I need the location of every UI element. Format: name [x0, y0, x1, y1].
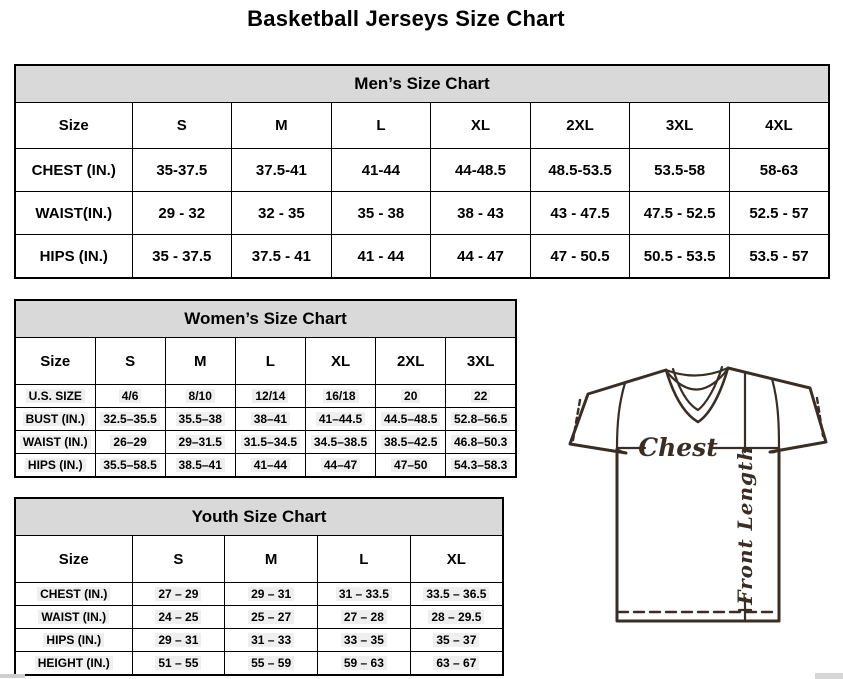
size-value-cell	[95, 385, 165, 408]
size-value-cell: 44-48.5	[431, 149, 531, 192]
column-header: M	[225, 536, 318, 583]
cell-value: 44–47	[321, 458, 360, 472]
size-value-cell: 35 - 37.5	[132, 235, 232, 279]
size-value-cell: 35-37.5	[132, 149, 232, 192]
size-value-cell	[410, 606, 503, 629]
row-label	[15, 454, 95, 478]
size-value-cell	[225, 629, 318, 652]
table-row	[15, 454, 516, 478]
size-value-cell	[95, 431, 165, 454]
page-title: Basketball Jerseys Size Chart	[247, 6, 565, 31]
section-title: Youth Size Chart	[15, 498, 503, 536]
cell-value: 8/10	[186, 389, 215, 403]
column-header: Size	[15, 536, 132, 583]
size-value-cell: 44 - 47	[431, 235, 531, 279]
cell-value: 47–50	[391, 458, 430, 472]
size-value-cell	[410, 629, 503, 652]
table-row	[15, 149, 829, 192]
size-value-cell	[165, 431, 235, 454]
size-value-cell	[318, 629, 411, 652]
cell-value: 29 – 31	[248, 587, 294, 601]
mens-size-chart-table	[14, 64, 830, 279]
row-label	[15, 408, 95, 431]
jersey-left-armhole-seam	[617, 383, 625, 448]
column-header: Size	[15, 103, 132, 149]
column-header: S	[95, 338, 165, 385]
row-label	[15, 606, 132, 629]
size-value-cell	[446, 454, 516, 478]
cell-value: CHEST (IN.)	[37, 587, 110, 601]
size-value-cell	[225, 606, 318, 629]
row-label	[15, 652, 132, 676]
size-value-cell	[235, 431, 305, 454]
table-row	[15, 583, 503, 606]
table-row	[15, 431, 516, 454]
cell-value: 33.5 – 36.5	[423, 587, 489, 601]
row-label: WAIST(IN.)	[15, 192, 132, 235]
cell-value: 41–44.5	[316, 412, 365, 426]
jersey-right-armhole-seam	[772, 379, 779, 448]
size-value-cell	[165, 454, 235, 478]
size-value-cell	[165, 408, 235, 431]
cell-value: 51 – 55	[155, 656, 201, 670]
size-value-cell: 43 - 47.5	[530, 192, 630, 235]
table-row	[15, 652, 503, 676]
size-value-cell	[376, 431, 446, 454]
cell-value: 34.5–38.5	[311, 435, 370, 449]
table-row	[15, 192, 829, 235]
row-label	[15, 385, 95, 408]
column-header: XL	[305, 338, 375, 385]
cell-value: 22	[471, 389, 490, 403]
cell-value: 35 – 37	[433, 633, 479, 647]
cell-value: 27 – 29	[155, 587, 201, 601]
cell-value: 31 – 33.5	[336, 587, 392, 601]
jersey-outline	[570, 368, 826, 621]
size-value-cell: 32 - 35	[232, 192, 332, 235]
cell-value: HIPS (IN.)	[25, 458, 86, 472]
size-value-cell	[318, 652, 411, 676]
cell-value: 38.5–41	[176, 458, 225, 472]
column-header: L	[235, 338, 305, 385]
size-value-cell: 53.5-58	[630, 149, 730, 192]
size-value-cell	[132, 583, 225, 606]
size-value-cell	[132, 629, 225, 652]
cell-value: 24 – 25	[155, 610, 201, 624]
size-value-cell: 41 - 44	[331, 235, 431, 279]
size-value-cell: 50.5 - 53.5	[630, 235, 730, 279]
page-edge-artifact-left	[0, 674, 25, 678]
size-value-cell	[225, 652, 318, 676]
column-header: XL	[410, 536, 503, 583]
size-value-cell	[410, 652, 503, 676]
cell-value: 35.5–38	[176, 412, 225, 426]
size-value-cell: 41-44	[331, 149, 431, 192]
cell-value: 4/6	[119, 389, 142, 403]
size-value-cell	[305, 431, 375, 454]
cell-value: U.S. SIZE	[26, 389, 85, 403]
cell-value: 28 – 29.5	[428, 610, 484, 624]
size-value-cell: 37.5 - 41	[232, 235, 332, 279]
size-value-cell: 53.5 - 57	[729, 235, 829, 279]
cell-value: 44.5–48.5	[381, 412, 440, 426]
cell-value: 41–44	[251, 458, 290, 472]
cell-value: WAIST (IN.)	[20, 435, 91, 449]
size-value-cell	[376, 385, 446, 408]
row-label	[15, 629, 132, 652]
cell-value: 12/14	[252, 389, 288, 403]
cell-value: 29 – 31	[155, 633, 201, 647]
cell-value: 63 – 67	[433, 656, 479, 670]
size-value-cell	[95, 454, 165, 478]
cell-value: 25 – 27	[248, 610, 294, 624]
front-length-label: Front Length	[733, 445, 757, 605]
cell-value: 54.3–58.3	[451, 458, 510, 472]
cell-value: 29–31.5	[176, 435, 225, 449]
size-value-cell	[318, 583, 411, 606]
cell-value: 33 – 35	[341, 633, 387, 647]
cell-value: 38.5–42.5	[381, 435, 440, 449]
size-value-cell	[165, 385, 235, 408]
cell-value: 55 – 59	[248, 656, 294, 670]
cell-value: 27 – 28	[341, 610, 387, 624]
table-row	[15, 235, 829, 279]
size-value-cell	[305, 385, 375, 408]
size-value-cell	[305, 454, 375, 478]
column-header: S	[132, 536, 225, 583]
table-row	[15, 385, 516, 408]
size-value-cell: 48.5-53.5	[530, 149, 630, 192]
cell-value: 59 – 63	[341, 656, 387, 670]
column-header: 3XL	[446, 338, 516, 385]
youth-size-chart-table	[14, 497, 504, 676]
size-value-cell	[446, 408, 516, 431]
size-value-cell	[376, 454, 446, 478]
size-value-cell	[235, 408, 305, 431]
size-value-cell	[318, 606, 411, 629]
column-header: 2XL	[376, 338, 446, 385]
size-value-cell: 52.5 - 57	[729, 192, 829, 235]
cell-value: 35.5–58.5	[100, 458, 159, 472]
size-value-cell: 37.5-41	[232, 149, 332, 192]
jersey-measurement-diagram	[560, 358, 838, 630]
cell-value: 20	[401, 389, 420, 403]
cell-value: 16/18	[323, 389, 359, 403]
size-value-cell	[376, 408, 446, 431]
size-value-cell	[305, 408, 375, 431]
column-header: S	[132, 103, 232, 149]
column-header: L	[318, 536, 411, 583]
section-title: Women’s Size Chart	[15, 300, 516, 338]
cell-value: 32.5–35.5	[100, 412, 159, 426]
table-row	[15, 408, 516, 431]
column-header: 4XL	[729, 103, 829, 149]
size-value-cell	[235, 385, 305, 408]
column-header: M	[165, 338, 235, 385]
column-header: 2XL	[530, 103, 630, 149]
row-label	[15, 583, 132, 606]
cell-value: 52.8–56.5	[451, 412, 510, 426]
cell-value: 38–41	[251, 412, 290, 426]
size-value-cell	[225, 583, 318, 606]
row-label: HIPS (IN.)	[15, 235, 132, 279]
column-header: Size	[15, 338, 95, 385]
size-value-cell	[446, 385, 516, 408]
cell-value: 46.8–50.3	[451, 435, 510, 449]
column-header: XL	[431, 103, 531, 149]
size-value-cell: 29 - 32	[132, 192, 232, 235]
size-value-cell	[132, 652, 225, 676]
size-value-cell: 35 - 38	[331, 192, 431, 235]
table-row	[15, 606, 503, 629]
column-header: L	[331, 103, 431, 149]
table-row	[15, 629, 503, 652]
column-header: 3XL	[630, 103, 730, 149]
size-value-cell	[95, 408, 165, 431]
cell-value: HEIGHT (IN.)	[35, 656, 113, 670]
size-value-cell	[446, 431, 516, 454]
size-value-cell: 47 - 50.5	[530, 235, 630, 279]
chest-label: Chest	[638, 433, 718, 462]
womens-size-chart-table	[14, 299, 517, 478]
size-value-cell	[132, 606, 225, 629]
size-value-cell: 47.5 - 52.5	[630, 192, 730, 235]
cell-value: BUST (IN.)	[23, 412, 88, 426]
column-header: M	[232, 103, 332, 149]
size-value-cell: 58-63	[729, 149, 829, 192]
size-value-cell: 38 - 43	[431, 192, 531, 235]
cell-value: 31.5–34.5	[241, 435, 300, 449]
cell-value: HIPS (IN.)	[43, 633, 104, 647]
cell-value: 31 – 33	[248, 633, 294, 647]
cell-value: WAIST (IN.)	[38, 610, 109, 624]
row-label	[15, 431, 95, 454]
section-title: Men’s Size Chart	[15, 65, 829, 103]
page-edge-artifact-right	[815, 673, 843, 679]
size-value-cell	[235, 454, 305, 478]
row-label: CHEST (IN.)	[15, 149, 132, 192]
cell-value: 26–29	[110, 435, 149, 449]
size-value-cell	[410, 583, 503, 606]
